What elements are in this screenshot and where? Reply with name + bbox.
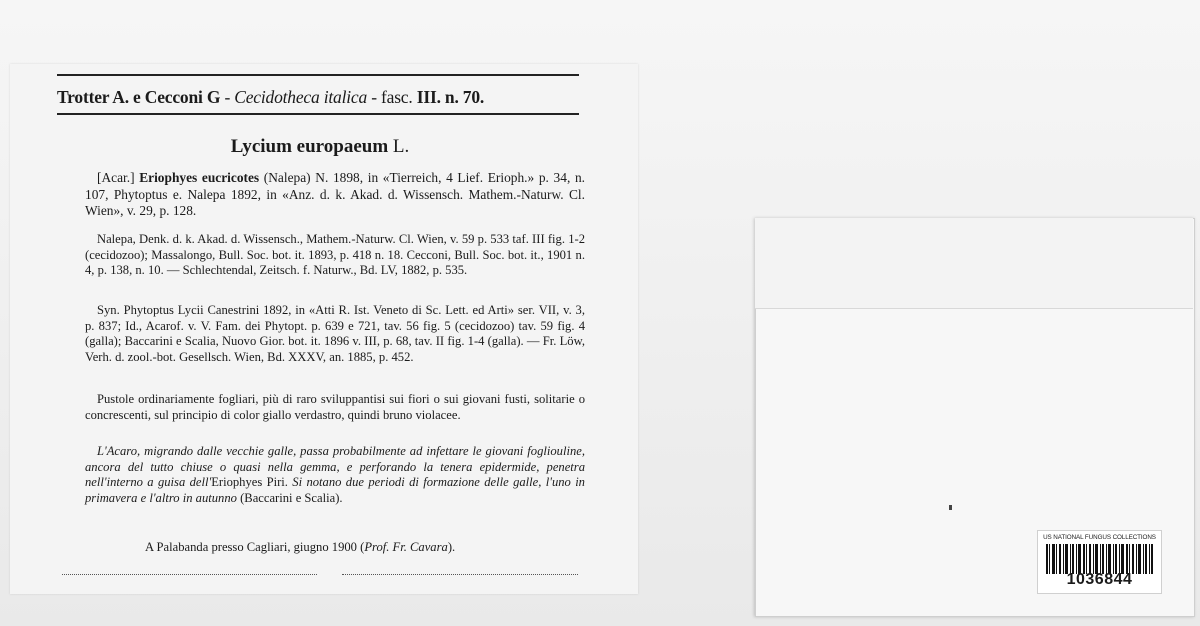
envelope-flap[interactable] — [755, 218, 1193, 309]
label-paragraph-references — [85, 232, 585, 279]
biology-species: Eriophyes Piri. — [211, 475, 288, 489]
header-separator: - — [367, 87, 381, 107]
biology-citation: (Baccarini e Scalia). — [236, 490, 343, 505]
biology-text: L'Acaro, migrando dalle vecchie galle, passa probabilmente ad infettare le giovani fogliouline, ancora del tutto chiuse o quasi nella gemma, e perforando la tenera epidermide, penetra nell'interno a guisa dell' — [85, 444, 585, 489]
envelope-mark — [949, 505, 952, 510]
synonyms-text: Syn. Phytoptus Lycii Canestrini 1892, in «Atti R. Ist. Veneto di Sc. Lett. ed Arti» ser. VII, v. 3, p. 837; Id., Acarof. v. V. Fam. dei Phytopt. p. 639 e 721, tav. 56 fig. 5 (cecidozoo) tav. 59 fig. 4 (galla); Baccarini e Scalia, Nuovo Gior. bot. it. 1896 v. III, p. 68, tav. II fig. 1-4 (galla). — Fr. Löw, Verh. d. zool.-bot. Gesellsch. Wien, Bd. XXXV, an. 1885, p. 452. — [85, 303, 585, 364]
locality-text: A Palabanda presso Cagliari, giugno 1900 ( — [145, 540, 365, 554]
fascicle-prefix: fasc. — [381, 87, 417, 107]
label-paragraph-description — [85, 392, 585, 423]
organism-name: Eriophyes eucricotes — [139, 170, 260, 185]
locality-end: ). — [447, 540, 456, 554]
header-separator: - — [220, 87, 235, 107]
dotted-line-right — [342, 574, 578, 575]
dotted-line-left — [62, 574, 317, 575]
label-header-rule — [57, 113, 579, 115]
header-work-title: Cecidotheca italica — [234, 87, 368, 107]
collector-name: Prof. Fr. Cavara — [364, 540, 448, 554]
label-top-rule — [57, 74, 579, 76]
references-text: Nalepa, Denk. d. k. Akad. d. Wissensch., Mathem.-Naturw. Cl. Wien, v. 59 p. 533 taf. III fig. 1-2 (cecidozoo); Massalongo, Bull. Soc. bot. it. 1893, p. 418 n. 18. Cecconi, Bull. Soc. bot. it., 1901 n. 4, p. 138, n. 10. — Schlechtendal, Zeitsch. f. Naturw., Bd. LV, 1882, p. 535. — [85, 232, 585, 277]
citation-text: (Nalepa) N. 1898, in «Tierreich, 4 Lief. Erioph.» p. 34, n. 107, Phytoptus e. Nalepa 1892, in «Anz. d. k. Akad. d. Wissensch. Mathem.-Naturw. Cl. Wien», v. 29, p. 128. — [85, 170, 585, 218]
label-header — [57, 84, 579, 110]
species-name: Lycium europaeum — [230, 136, 389, 157]
biology-text-2: Si notano due periodi di formazione delle galle, l'uno in primavera e l'altro in autunno — [85, 475, 585, 505]
barcode-label — [1037, 530, 1162, 594]
label-paragraph-synonyms — [85, 303, 585, 365]
barcode-institution: US NATIONAL FUNGUS COLLECTIONS — [1043, 534, 1156, 541]
group-tag: [Acar.] — [97, 170, 135, 185]
label-paragraph-synonymy — [85, 170, 585, 220]
barcode-bars — [1046, 544, 1153, 574]
species-author: L. — [392, 136, 410, 157]
label-paragraph-biology — [85, 444, 585, 506]
header-authors: Trotter A. e Cecconi G — [57, 87, 221, 107]
description-text: Pustole ordinariamente fogliari, più di raro sviluppantisi sui fiori o sui giovani fusti, solitarie o concrescenti, sul principio di color giallo verdastro, quindi bruno violacee. — [85, 392, 585, 422]
label-locality — [85, 540, 585, 556]
header-fascicle — [381, 87, 484, 107]
fascicle-number: III. n. 70. — [416, 87, 485, 107]
species-title — [0, 136, 640, 158]
barcode-number: 1036844 — [1066, 571, 1133, 588]
